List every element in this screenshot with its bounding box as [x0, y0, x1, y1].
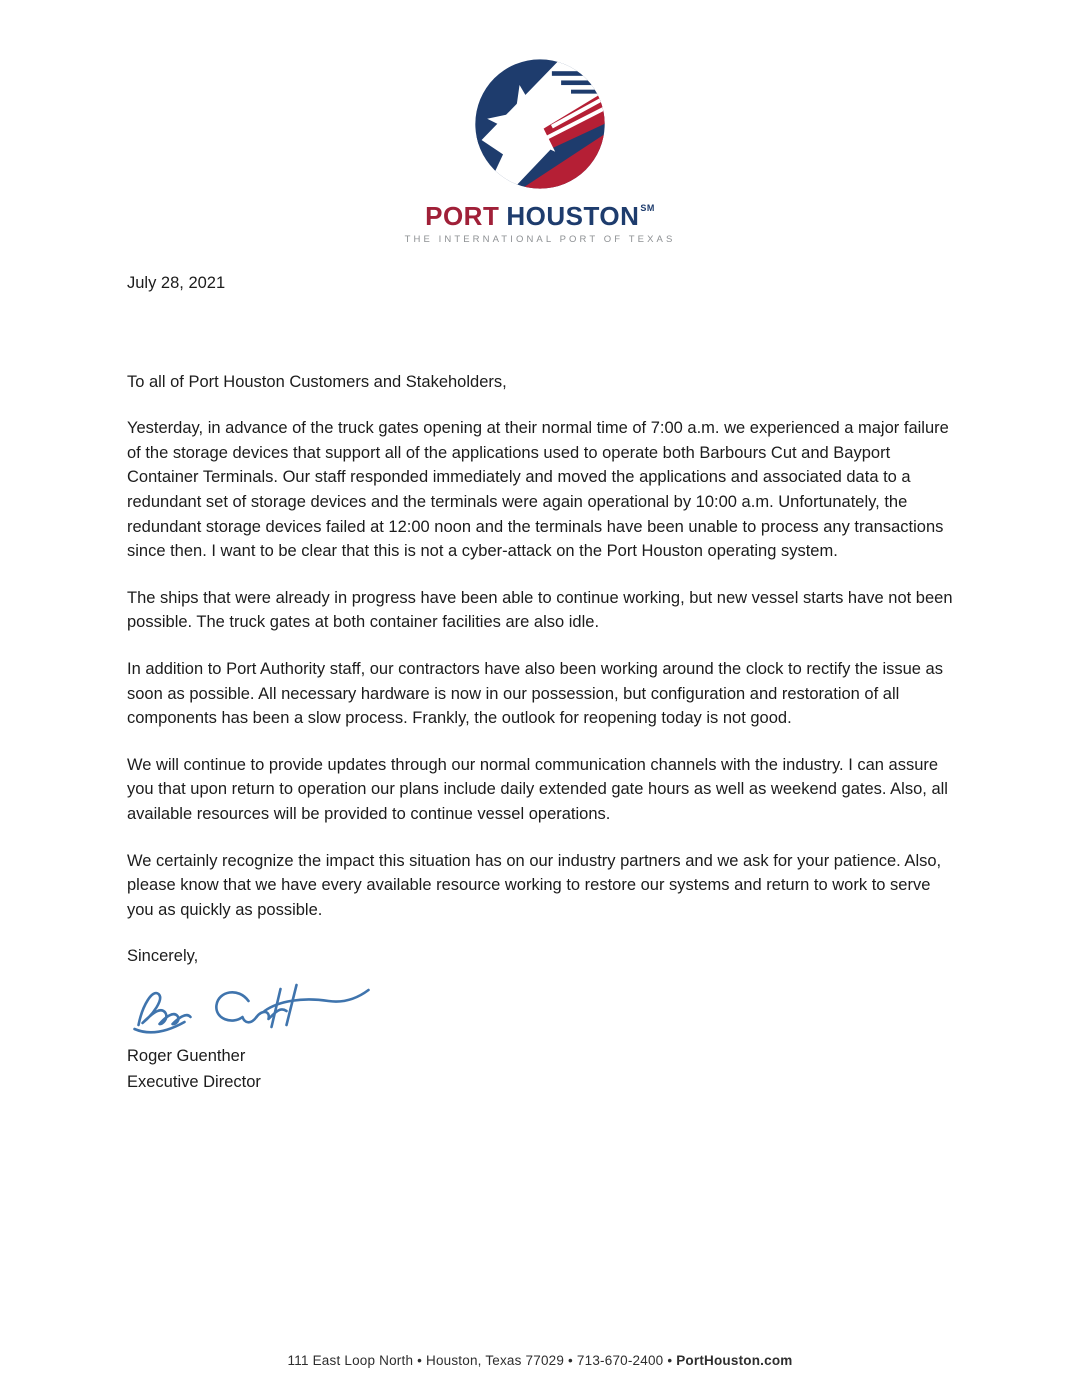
handwritten-signature-icon	[123, 971, 388, 1037]
paragraph-2: The ships that were already in progress have been able to continue working, but new vessel starts have not been possible. The truck gates at both container facilities are also idle.	[127, 588, 953, 632]
logo	[0, 58, 1080, 245]
port-houston-logo-icon	[474, 58, 606, 190]
footer	[0, 1353, 1080, 1368]
brand-wordmark	[0, 203, 1080, 229]
brand-tagline: THE INTERNATIONAL PORT OF TEXAS	[404, 234, 676, 245]
brand-houston: HOUSTON	[506, 201, 640, 231]
salutation: To all of Port Houston Customers and Stakeholders,	[127, 372, 507, 391]
letter-body	[127, 271, 957, 1095]
service-mark: SM	[640, 203, 655, 213]
paragraph-1: Yesterday, in advance of the truck gates opening at their normal time of 7:00 a.m. we experienced a major failure of the storage devices that support all of the applications used to operate both Barbours Cut and Bayport Container Terminals. Our staff responded immediately and moved the applications and associated data to a redundant set of storage devices and the terminals were again operational by 10:00 a.m. Unfortunately, the redundant storage devices failed at 12:00 noon and the terminals have been unable to process any transactions since then. I want to be clear that this is not a cyber-attack on the Port Houston operating system.	[127, 419, 949, 561]
closing: Sincerely,	[127, 947, 199, 966]
letter-date: July 28, 2021	[127, 274, 226, 292]
signer-title: Executive Director	[127, 1072, 261, 1091]
footer-website: PortHouston.com	[676, 1353, 793, 1368]
paragraph-5: We certainly recognize the impact this situation has on our industry partners and we ask for your patience. Also, please know that we have every available resource working to restore our systems and return to work to serve you as quickly as possible.	[127, 851, 942, 919]
signature	[123, 971, 957, 1037]
footer-contact-line: 111 East Loop North • Houston, Texas 77029 • 713-670-2400 •	[287, 1353, 677, 1368]
brand-port: PORT	[425, 201, 500, 231]
paragraph-4: We will continue to provide updates through our normal communication channels with the industry. I can assure you that upon return to operation our plans include daily extended gate hours as well as weekend gates. Also, all available resources will be provided to continue vessel operations.	[127, 755, 948, 823]
paragraph-3: In addition to Port Authority staff, our contractors have also been working around the clock to rectify the issue as soon as possible. All necessary hardware is now in our possession, but configuration and restoration of all components has been a slow process. Frankly, the outlook for reopening today is not good.	[127, 659, 943, 728]
signer-name: Roger Guenther	[127, 1046, 246, 1065]
